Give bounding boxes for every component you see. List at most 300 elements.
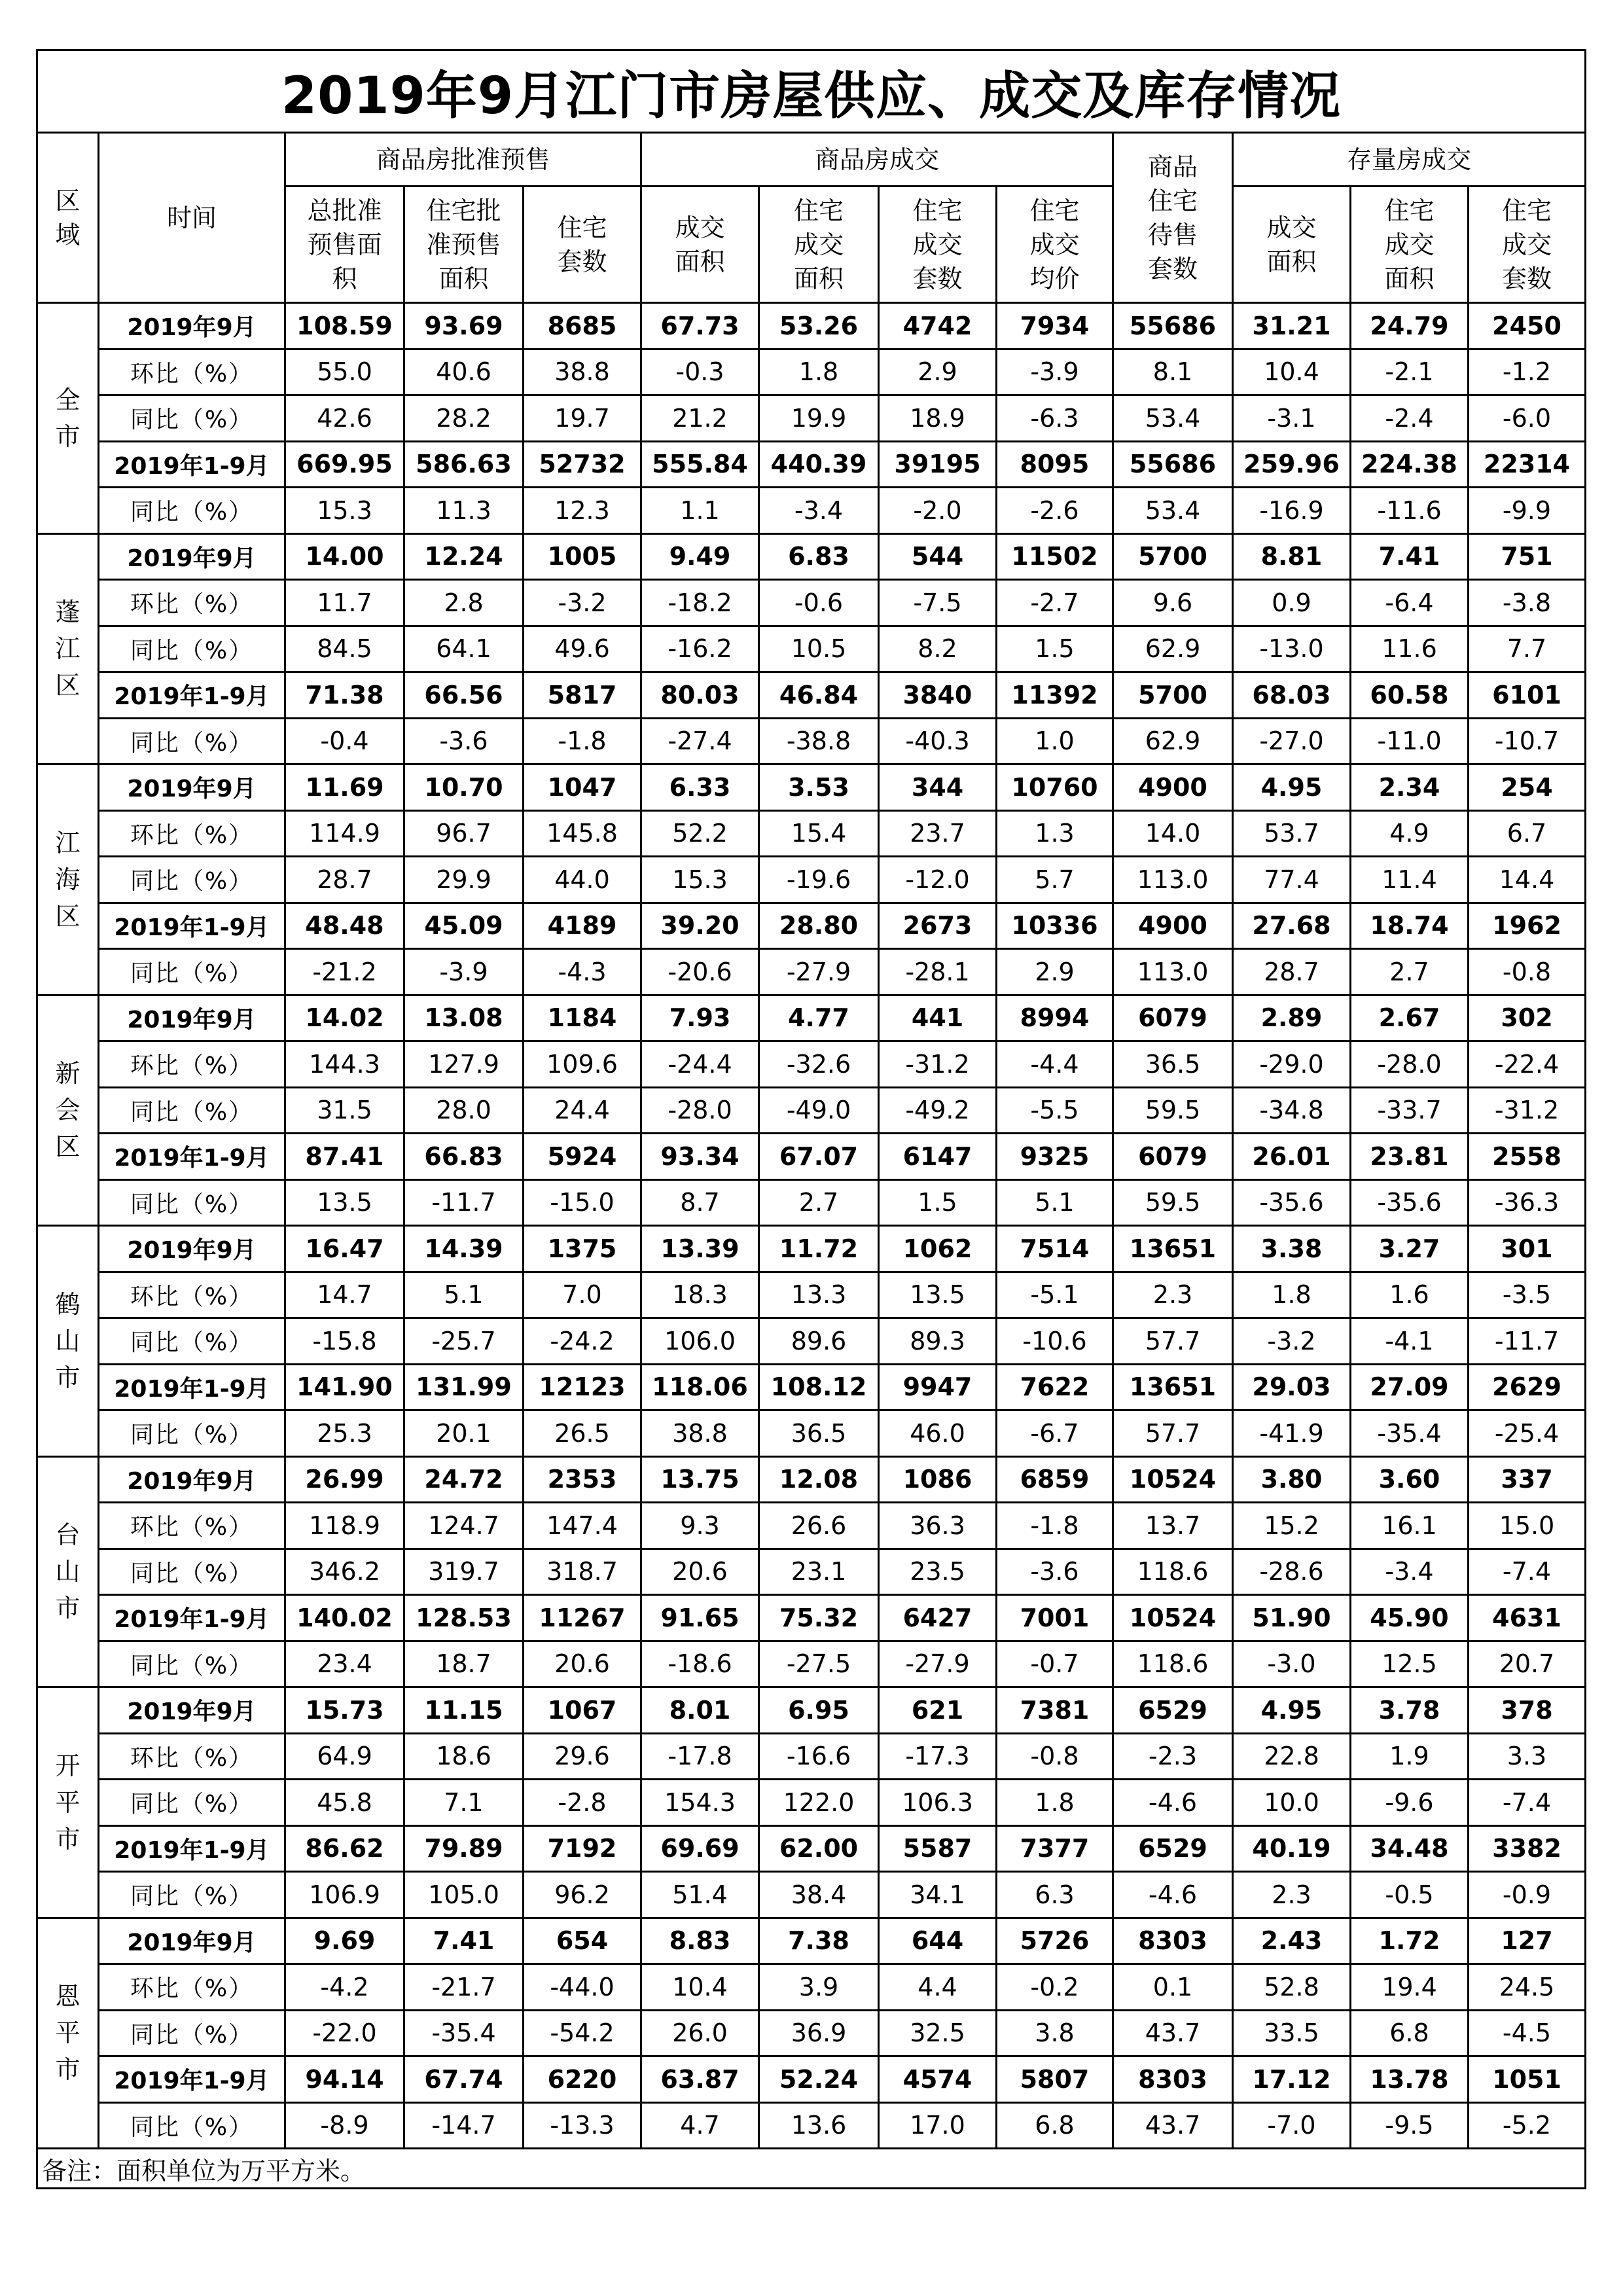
table-row	[37, 1825, 1586, 1872]
column-header-8	[1233, 187, 1351, 303]
value-cell: -17.8	[641, 1733, 759, 1780]
value-cell: 10.5	[759, 626, 879, 672]
value-cell: 127.9	[404, 1041, 524, 1088]
value-cell: 14.4	[1469, 857, 1586, 903]
table-row	[37, 949, 1586, 996]
value-cell: -3.9	[404, 949, 524, 996]
value-cell: 7514	[997, 1226, 1113, 1272]
value-cell: 18.3	[641, 1272, 759, 1318]
value-cell: 7.41	[1351, 533, 1469, 580]
value-cell: -0.4	[285, 718, 404, 764]
value-cell: -3.6	[404, 718, 524, 764]
table-row	[37, 672, 1586, 719]
table-body	[37, 303, 1586, 2149]
value-cell: 378	[1469, 1687, 1586, 1734]
value-cell: 751	[1469, 533, 1586, 580]
value-cell: 7.7	[1469, 626, 1586, 672]
value-cell: 11.3	[404, 488, 524, 534]
value-cell: -0.5	[1351, 1872, 1469, 1918]
value-cell: 86.62	[285, 1825, 404, 1872]
table-row	[37, 349, 1586, 395]
value-cell: 0.1	[1113, 1964, 1233, 2011]
value-cell: 154.3	[641, 1780, 759, 1826]
value-cell: 2629	[1469, 1364, 1586, 1410]
value-cell: 4.4	[879, 1964, 997, 2011]
value-cell: 68.03	[1233, 672, 1351, 719]
value-cell: 12.3	[524, 488, 641, 534]
value-cell: -33.7	[1351, 1087, 1469, 1134]
table-row	[37, 810, 1586, 857]
value-cell: 346.2	[285, 1549, 404, 1595]
table-row	[37, 1872, 1586, 1918]
value-cell: 7001	[997, 1595, 1113, 1641]
value-cell: 10.4	[641, 1964, 759, 2011]
value-cell: 10760	[997, 764, 1113, 811]
value-cell: -28.0	[641, 1087, 759, 1134]
value-cell: -17.3	[879, 1733, 997, 1780]
value-cell: 13.39	[641, 1226, 759, 1272]
value-cell: 8.81	[1233, 533, 1351, 580]
header-time: 时间	[99, 133, 285, 303]
value-cell: 51.4	[641, 1872, 759, 1918]
value-cell: -7.4	[1469, 1549, 1586, 1595]
value-cell: -35.4	[404, 2010, 524, 2056]
value-cell: 7934	[997, 303, 1113, 350]
region-cell	[37, 1226, 99, 1457]
column-header-text: 住宅成交面积	[1384, 196, 1435, 293]
value-cell: 67.07	[759, 1134, 879, 1180]
value-cell: -18.6	[641, 1641, 759, 1687]
value-cell: 127	[1469, 1918, 1586, 1964]
period-cell: 2019年1-9月	[99, 2056, 285, 2103]
table-row	[37, 1733, 1586, 1780]
value-cell: 28.7	[1233, 949, 1351, 996]
value-cell: 5700	[1113, 533, 1233, 580]
value-cell: 8303	[1113, 1918, 1233, 1964]
value-cell: 14.0	[1113, 810, 1233, 857]
column-header-9	[1351, 187, 1469, 303]
value-cell: -0.8	[997, 1733, 1113, 1780]
value-cell: 4.95	[1233, 764, 1351, 811]
value-cell: 9.3	[641, 1503, 759, 1549]
value-cell: 23.81	[1351, 1134, 1469, 1180]
value-cell: 21.2	[641, 395, 759, 442]
value-cell: 71.38	[285, 672, 404, 719]
table-row	[37, 1041, 1586, 1088]
value-cell: -9.5	[1351, 2102, 1469, 2149]
value-cell: 3.78	[1351, 1687, 1469, 1734]
period-cell: 2019年9月	[99, 1456, 285, 1503]
value-cell: 1.5	[879, 1179, 997, 1226]
period-cell: 环比（%）	[99, 580, 285, 626]
value-cell: 6147	[879, 1134, 997, 1180]
value-cell: -1.8	[997, 1503, 1113, 1549]
value-cell: 39.20	[641, 903, 759, 949]
period-cell: 同比（%）	[99, 1318, 285, 1365]
housing-table	[36, 49, 1586, 2189]
period-cell: 环比（%）	[99, 1964, 285, 2011]
value-cell: -3.8	[1469, 580, 1586, 626]
column-header-0	[285, 187, 404, 303]
value-cell: 27.68	[1233, 903, 1351, 949]
value-cell: 26.5	[524, 1410, 641, 1457]
value-cell: 14.7	[285, 1272, 404, 1318]
value-cell: 28.80	[759, 903, 879, 949]
value-cell: 91.65	[641, 1595, 759, 1641]
value-cell: 11.15	[404, 1687, 524, 1734]
value-cell: 105.0	[404, 1872, 524, 1918]
value-cell: 66.56	[404, 672, 524, 719]
value-cell: 6529	[1113, 1825, 1233, 1872]
value-cell: 26.99	[285, 1456, 404, 1503]
value-cell: 1.5	[997, 626, 1113, 672]
value-cell: 48.48	[285, 903, 404, 949]
value-cell: 18.7	[404, 1641, 524, 1687]
period-cell: 同比（%）	[99, 488, 285, 534]
value-cell: -41.9	[1233, 1410, 1351, 1457]
value-cell: -2.4	[1351, 395, 1469, 442]
value-cell: -4.2	[285, 1964, 404, 2011]
value-cell: 440.39	[759, 441, 879, 488]
value-cell: 544	[879, 533, 997, 580]
table-row	[37, 1503, 1586, 1549]
value-cell: 1.6	[1351, 1272, 1469, 1318]
column-header-text: 住宅成交面积	[793, 196, 844, 293]
value-cell: -44.0	[524, 1964, 641, 2011]
table-row	[37, 764, 1586, 811]
table-row	[37, 395, 1586, 442]
value-cell: 8994	[997, 995, 1113, 1041]
value-cell: 8.7	[641, 1179, 759, 1226]
value-cell: 23.7	[879, 810, 997, 857]
value-cell: -3.0	[1233, 1641, 1351, 1687]
value-cell: 337	[1469, 1456, 1586, 1503]
value-cell: -16.6	[759, 1733, 879, 1780]
value-cell: 301	[1469, 1226, 1586, 1272]
value-cell: -40.3	[879, 718, 997, 764]
value-cell: -31.2	[1469, 1087, 1586, 1134]
value-cell: 586.63	[404, 441, 524, 488]
value-cell: -15.8	[285, 1318, 404, 1365]
value-cell: -28.1	[879, 949, 997, 996]
value-cell: -35.4	[1351, 1410, 1469, 1457]
value-cell: 36.5	[1113, 1041, 1233, 1088]
value-cell: 59.5	[1113, 1087, 1233, 1134]
value-cell: 4.77	[759, 995, 879, 1041]
value-cell: 13.78	[1351, 2056, 1469, 2103]
period-cell: 同比（%）	[99, 626, 285, 672]
value-cell: -2.0	[879, 488, 997, 534]
value-cell: 2.43	[1233, 1918, 1351, 1964]
value-cell: 53.7	[1233, 810, 1351, 857]
period-cell: 2019年9月	[99, 1226, 285, 1272]
value-cell: -27.5	[759, 1641, 879, 1687]
value-cell: 8.01	[641, 1687, 759, 1734]
value-cell: 8.1	[1113, 349, 1233, 395]
value-cell: -25.4	[1469, 1410, 1586, 1457]
value-cell: 60.58	[1351, 672, 1469, 719]
column-header-text: 成交面积	[675, 213, 725, 276]
value-cell: 2.9	[879, 349, 997, 395]
value-cell: 13651	[1113, 1364, 1233, 1410]
period-cell: 2019年9月	[99, 1687, 285, 1734]
value-cell: 6079	[1113, 995, 1233, 1041]
value-cell: 621	[879, 1687, 997, 1734]
value-cell: -34.8	[1233, 1087, 1351, 1134]
region-name: 全市	[55, 385, 80, 451]
value-cell: 15.4	[759, 810, 879, 857]
table-row	[37, 580, 1586, 626]
value-cell: -0.8	[1469, 949, 1586, 996]
value-cell: -3.4	[1351, 1549, 1469, 1595]
value-cell: 5817	[524, 672, 641, 719]
header-inventory-text: 商品住宅待售套数	[1147, 152, 1198, 283]
value-cell: 53.4	[1113, 395, 1233, 442]
value-cell: 5726	[997, 1918, 1113, 1964]
value-cell: 14.00	[285, 533, 404, 580]
region-name: 开平市	[55, 1751, 80, 1854]
period-cell: 同比（%）	[99, 2010, 285, 2056]
value-cell: -11.6	[1351, 488, 1469, 534]
table-row	[37, 1595, 1586, 1641]
value-cell: 20.6	[641, 1549, 759, 1595]
period-cell: 环比（%）	[99, 1272, 285, 1318]
value-cell: -13.3	[524, 2102, 641, 2149]
column-header-2	[524, 187, 641, 303]
value-cell: 1.8	[1233, 1272, 1351, 1318]
value-cell: 18.6	[404, 1733, 524, 1780]
page-title: 2019年9月江门市房屋供应、成交及库存情况	[37, 50, 1586, 133]
value-cell: 15.73	[285, 1687, 404, 1734]
value-cell: 8.83	[641, 1918, 759, 1964]
region-name: 蓬江区	[55, 598, 80, 700]
value-cell: 114.9	[285, 810, 404, 857]
value-cell: 2450	[1469, 303, 1586, 350]
value-cell: 5924	[524, 1134, 641, 1180]
value-cell: 55.0	[285, 349, 404, 395]
table-row	[37, 2010, 1586, 2056]
value-cell: -38.8	[759, 718, 879, 764]
table-row	[37, 857, 1586, 903]
value-cell: -22.4	[1469, 1041, 1586, 1088]
value-cell: 4.95	[1233, 1687, 1351, 1734]
value-cell: -36.3	[1469, 1179, 1586, 1226]
value-cell: 28.0	[404, 1087, 524, 1134]
value-cell: -35.6	[1351, 1179, 1469, 1226]
period-cell: 2019年1-9月	[99, 1364, 285, 1410]
value-cell: 57.7	[1113, 1410, 1233, 1457]
column-header-6	[997, 187, 1113, 303]
value-cell: 302	[1469, 995, 1586, 1041]
value-cell: 15.2	[1233, 1503, 1351, 1549]
value-cell: 9.6	[1113, 580, 1233, 626]
value-cell: 55686	[1113, 303, 1233, 350]
value-cell: 52.24	[759, 2056, 879, 2103]
value-cell: 3.53	[759, 764, 879, 811]
value-cell: 1.0	[997, 718, 1113, 764]
column-header-text: 住宅成交均价	[1029, 196, 1080, 293]
value-cell: 94.14	[285, 2056, 404, 2103]
column-header-text: 总批准预售面积	[307, 196, 382, 293]
value-cell: 8685	[524, 303, 641, 350]
period-cell: 环比（%）	[99, 1733, 285, 1780]
period-cell: 2019年9月	[99, 764, 285, 811]
region-cell	[37, 995, 99, 1226]
table-row	[37, 718, 1586, 764]
region-name: 台山市	[55, 1520, 80, 1623]
value-cell: 2.89	[1233, 995, 1351, 1041]
value-cell: 106.9	[285, 1872, 404, 1918]
value-cell: 6101	[1469, 672, 1586, 719]
value-cell: -4.3	[524, 949, 641, 996]
value-cell: 55686	[1113, 441, 1233, 488]
period-cell: 同比（%）	[99, 949, 285, 996]
value-cell: 19.9	[759, 395, 879, 442]
column-header-4	[759, 187, 879, 303]
value-cell: 654	[524, 1918, 641, 1964]
value-cell: 15.3	[641, 857, 759, 903]
value-cell: 9.69	[285, 1918, 404, 1964]
period-cell: 2019年1-9月	[99, 1134, 285, 1180]
value-cell: 45.90	[1351, 1595, 1469, 1641]
value-cell: -3.4	[759, 488, 879, 534]
value-cell: -7.0	[1233, 2102, 1351, 2149]
value-cell: 75.32	[759, 1595, 879, 1641]
period-cell: 环比（%）	[99, 1503, 285, 1549]
column-header-text: 住宅成交套数	[912, 196, 963, 293]
value-cell: -6.4	[1351, 580, 1469, 626]
value-cell: -6.3	[997, 395, 1113, 442]
value-cell: 69.69	[641, 1825, 759, 1872]
value-cell: -24.4	[641, 1041, 759, 1088]
value-cell: 7.93	[641, 995, 759, 1041]
value-cell: 62.00	[759, 1825, 879, 1872]
value-cell: 5.1	[404, 1272, 524, 1318]
value-cell: 96.2	[524, 1872, 641, 1918]
value-cell: -22.0	[285, 2010, 404, 2056]
value-cell: 2.67	[1351, 995, 1469, 1041]
value-cell: 108.59	[285, 303, 404, 350]
region-cell	[37, 764, 99, 996]
value-cell: 13651	[1113, 1226, 1233, 1272]
value-cell: 2.3	[1113, 1272, 1233, 1318]
value-cell: 7.38	[759, 1918, 879, 1964]
value-cell: -49.0	[759, 1087, 879, 1134]
table-row	[37, 1918, 1586, 1964]
value-cell: -15.0	[524, 1179, 641, 1226]
value-cell: 13.5	[879, 1272, 997, 1318]
value-cell: 43.7	[1113, 2010, 1233, 2056]
value-cell: 3382	[1469, 1825, 1586, 1872]
value-cell: 46.0	[879, 1410, 997, 1457]
value-cell: 13.08	[404, 995, 524, 1041]
value-cell: 7377	[997, 1825, 1113, 1872]
value-cell: -3.2	[524, 580, 641, 626]
table-row	[37, 1134, 1586, 1180]
value-cell: 7192	[524, 1825, 641, 1872]
value-cell: 34.48	[1351, 1825, 1469, 1872]
value-cell: 1051	[1469, 2056, 1586, 2103]
period-cell: 环比（%）	[99, 349, 285, 395]
value-cell: -3.6	[997, 1549, 1113, 1595]
value-cell: 14.02	[285, 995, 404, 1041]
value-cell: 14.39	[404, 1226, 524, 1272]
value-cell: 2.7	[1351, 949, 1469, 996]
value-cell: 53.4	[1113, 488, 1233, 534]
value-cell: 124.7	[404, 1503, 524, 1549]
period-cell: 2019年1-9月	[99, 1595, 285, 1641]
value-cell: 6.95	[759, 1687, 879, 1734]
header-region-text: 区域	[55, 186, 80, 249]
value-cell: 224.38	[1351, 441, 1469, 488]
value-cell: -2.1	[1351, 349, 1469, 395]
value-cell: 0.9	[1233, 580, 1351, 626]
value-cell: 43.7	[1113, 2102, 1233, 2149]
value-cell: 2558	[1469, 1134, 1586, 1180]
column-header-5	[879, 187, 997, 303]
value-cell: 23.1	[759, 1549, 879, 1595]
value-cell: 108.12	[759, 1364, 879, 1410]
value-cell: 1375	[524, 1226, 641, 1272]
value-cell: -29.0	[1233, 1041, 1351, 1088]
region-cell	[37, 1456, 99, 1687]
value-cell: 7.0	[524, 1272, 641, 1318]
value-cell: -4.6	[1113, 1872, 1233, 1918]
value-cell: 131.99	[404, 1364, 524, 1410]
period-cell: 环比（%）	[99, 810, 285, 857]
value-cell: 3.60	[1351, 1456, 1469, 1503]
period-cell: 同比（%）	[99, 1410, 285, 1457]
table-row	[37, 1410, 1586, 1457]
period-cell: 同比（%）	[99, 1780, 285, 1826]
value-cell: 318.7	[524, 1549, 641, 1595]
value-cell: 144.3	[285, 1041, 404, 1088]
value-cell: -54.2	[524, 2010, 641, 2056]
period-cell: 2019年1-9月	[99, 1825, 285, 1872]
period-cell: 同比（%）	[99, 1641, 285, 1687]
value-cell: -19.6	[759, 857, 879, 903]
value-cell: 4574	[879, 2056, 997, 2103]
value-cell: 40.19	[1233, 1825, 1351, 1872]
value-cell: 44.0	[524, 857, 641, 903]
value-cell: 9325	[997, 1134, 1113, 1180]
value-cell: 6.83	[759, 533, 879, 580]
value-cell: 52.2	[641, 810, 759, 857]
value-cell: 4631	[1469, 1595, 1586, 1641]
period-cell: 同比（%）	[99, 718, 285, 764]
value-cell: 29.03	[1233, 1364, 1351, 1410]
value-cell: -32.6	[759, 1041, 879, 1088]
value-cell: 59.5	[1113, 1179, 1233, 1226]
value-cell: 3.3	[1469, 1733, 1586, 1780]
value-cell: -11.7	[404, 1179, 524, 1226]
value-cell: 2.3	[1233, 1872, 1351, 1918]
value-cell: 1.8	[997, 1780, 1113, 1826]
value-cell: 26.6	[759, 1503, 879, 1549]
value-cell: 26.0	[641, 2010, 759, 2056]
value-cell: 6.8	[997, 2102, 1113, 2149]
region-cell	[37, 303, 99, 534]
value-cell: 4900	[1113, 764, 1233, 811]
value-cell: 106.3	[879, 1780, 997, 1826]
value-cell: 6.33	[641, 764, 759, 811]
table-row	[37, 1641, 1586, 1687]
value-cell: 29.6	[524, 1733, 641, 1780]
value-cell: -21.2	[285, 949, 404, 996]
value-cell: 1.3	[997, 810, 1113, 857]
value-cell: 1184	[524, 995, 641, 1041]
value-cell: 10.0	[1233, 1780, 1351, 1826]
